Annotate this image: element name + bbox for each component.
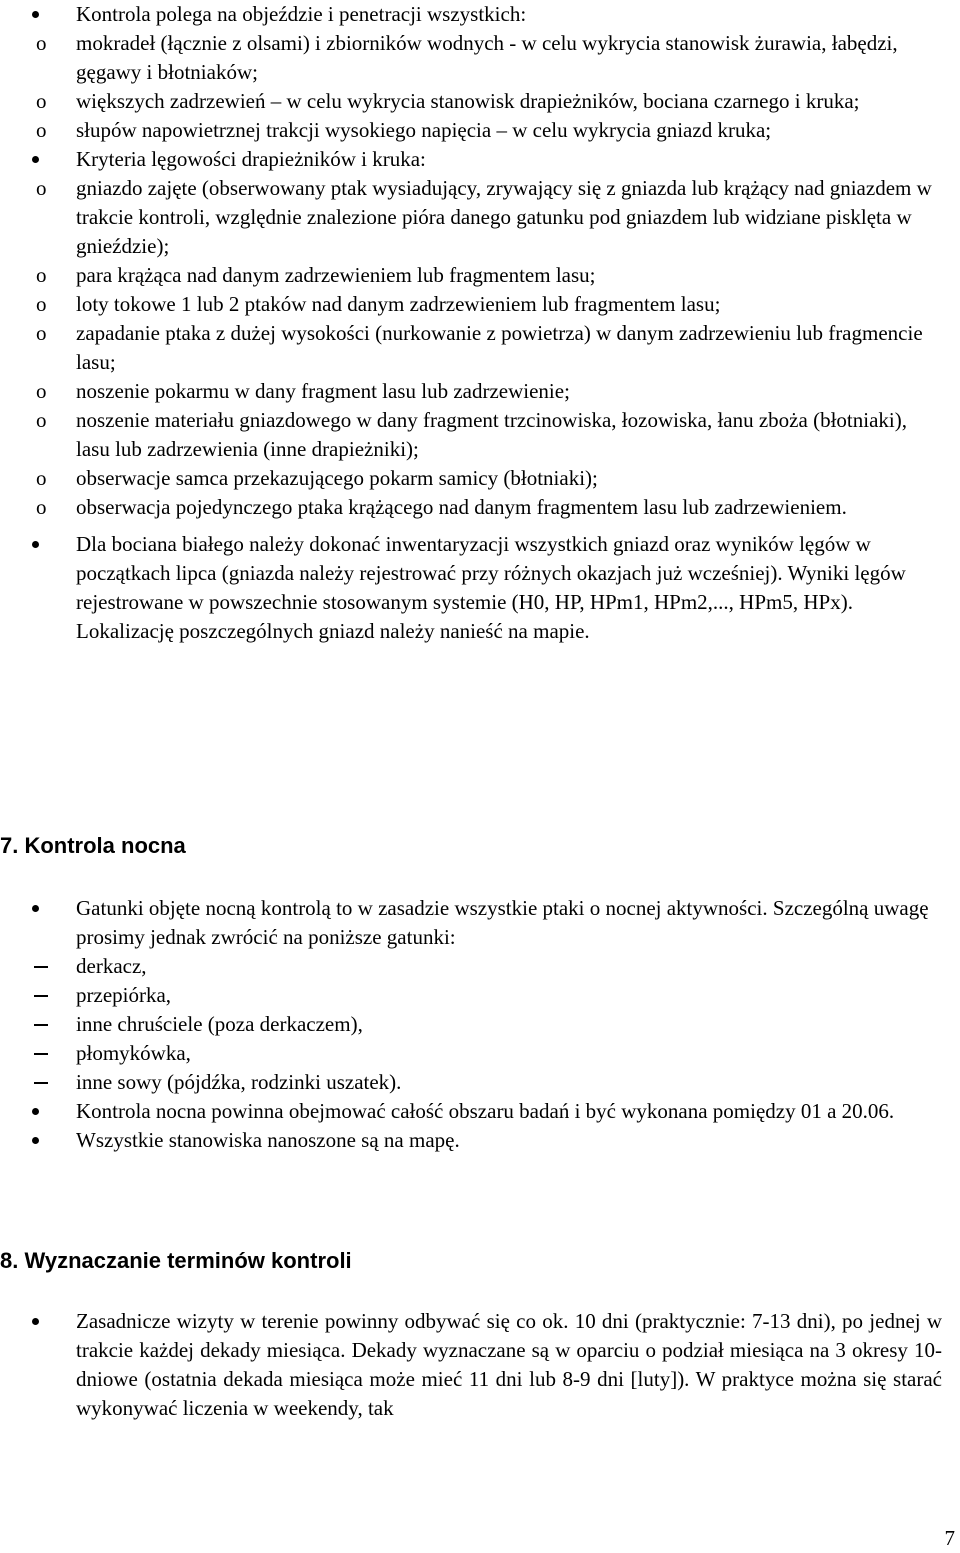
list-item bbox=[0, 894, 960, 1097]
species-item-text: przepiórka, bbox=[76, 983, 172, 1007]
sublist-item-text: noszenie materiału gniazdowego w dany fragment trzcinowiska, łozowiska, łanu zboża (błotniaki), lasu lub zadrzewienia (inne drapieżniki); bbox=[76, 408, 907, 461]
bullet-icon bbox=[32, 1137, 39, 1144]
sublist-item bbox=[0, 319, 942, 377]
sublist-item-text: większych zadrzewień – w celu wykrycia stanowisk drapieżników, bociana czarnego i kruka; bbox=[76, 89, 860, 113]
bullet-icon bbox=[32, 905, 39, 912]
sublist-item bbox=[0, 174, 942, 261]
sublist-item bbox=[0, 29, 942, 87]
list-item-text: Kryteria lęgowości drapieżników i kruka: bbox=[76, 147, 426, 171]
list-item-text: Kontrola nocna powinna obejmować całość obszaru badań i być wykonana pomiędzy 01 a 20.06. bbox=[76, 1099, 895, 1123]
list-item-text: Wszystkie stanowiska nanoszone są na mapę. bbox=[76, 1128, 460, 1152]
species-item bbox=[0, 952, 942, 981]
dash-icon bbox=[34, 995, 48, 997]
list-item-text: Kontrola polega na objeździe i penetracji wszystkich: bbox=[76, 2, 527, 26]
list-item-text: Dla bociana białego należy dokonać inwentaryzacji wszystkich gniazd oraz wyników lęgów w początkach lipca (gniazda należy rejestrować przy różnych okazjach już wcześniej). Wyniki lęgów rejestrowane w powszechnie stosowanym systemie (H0, HP, HPm1, HPm2,..., HPm5, HPx). Lokalizację poszczególnych gniazd należy nanieść na mapie. bbox=[76, 532, 906, 643]
circle-bullet-icon: o bbox=[36, 408, 47, 432]
circle-bullet-icon: o bbox=[36, 118, 47, 142]
dash-icon bbox=[34, 966, 48, 968]
list-item bbox=[0, 1307, 960, 1423]
sublist-item bbox=[0, 464, 942, 493]
species-list bbox=[0, 952, 942, 1097]
species-item bbox=[0, 981, 942, 1010]
species-item-text: inne chruściele (poza derkaczem), bbox=[76, 1012, 363, 1036]
circle-bullet-icon: o bbox=[36, 321, 47, 345]
list-item bbox=[0, 530, 960, 646]
sublist-item bbox=[0, 377, 942, 406]
species-item-text: płomykówka, bbox=[76, 1041, 191, 1065]
list-item-text: Gatunki objęte nocną kontrolą to w zasadzie wszystkie ptaki o nocnej aktywności. Szczególną uwagę prosimy jednak zwrócić na poniższe gatunki: bbox=[76, 896, 929, 949]
section-heading-night-control: 7. Kontrola nocna bbox=[0, 833, 186, 858]
sublist-item bbox=[0, 493, 942, 522]
dash-icon bbox=[34, 1053, 48, 1055]
sublist-item-text: zapadanie ptaka z dużej wysokości (nurkowanie z powietrza) w danym zadrzewieniu lub fragmencie lasu; bbox=[76, 321, 923, 374]
species-item bbox=[0, 1068, 942, 1097]
bullet-icon bbox=[32, 1108, 39, 1115]
circle-bullet-icon: o bbox=[36, 89, 47, 113]
bullet-icon bbox=[32, 156, 39, 163]
sublist-item-text: obserwacja pojedynczego ptaka krążącego nad danym fragmentem lasu lub zadrzewieniem. bbox=[76, 495, 847, 519]
control-dates-block bbox=[0, 1307, 960, 1423]
control-dates-list bbox=[0, 1307, 960, 1423]
sublist-item bbox=[0, 116, 942, 145]
circle-bullet-icon: o bbox=[36, 292, 47, 316]
main-bullet-list bbox=[0, 0, 960, 646]
circle-bullet-icon: o bbox=[36, 263, 47, 287]
sublist-item-text: para krążąca nad danym zadrzewieniem lub fragmentem lasu; bbox=[76, 263, 596, 287]
bullet-icon bbox=[32, 11, 39, 18]
circle-bullet-icon: o bbox=[36, 31, 47, 55]
list-item bbox=[0, 1097, 960, 1126]
bullet-icon bbox=[32, 541, 39, 548]
dash-icon bbox=[34, 1082, 48, 1084]
sublist-item-text: noszenie pokarmu w dany fragment lasu lub zadrzewienie; bbox=[76, 379, 570, 403]
sublist-item bbox=[0, 87, 942, 116]
sublist bbox=[0, 174, 942, 522]
sublist-item bbox=[0, 261, 942, 290]
sublist-item-text: mokradeł (łącznie z olsami) i zbiorników wodnych - w celu wykrycia stanowisk żurawia, łabędzi, gęgawy i błotniaków; bbox=[76, 31, 898, 84]
list-item bbox=[0, 0, 960, 145]
species-item bbox=[0, 1010, 942, 1039]
sublist-item-text: gniazdo zajęte (obserwowany ptak wysiadujący, zrywający się z gniazda lub krążący nad gniazdem w trakcie kontroli, względnie znalezione pióra danego gatunku pod gniazdem lub widziane pisklęta w gnieździe); bbox=[76, 176, 932, 258]
list-item bbox=[0, 1126, 960, 1155]
species-item bbox=[0, 1039, 942, 1068]
sublist bbox=[0, 29, 942, 145]
sublist-item-text: loty tokowe 1 lub 2 ptaków nad danym zadrzewieniem lub fragmentem lasu; bbox=[76, 292, 721, 316]
sublist-item bbox=[0, 290, 942, 319]
sublist-item-text: słupów napowietrznej trakcji wysokiego napięcia – w celu wykrycia gniazd kruka; bbox=[76, 118, 772, 142]
list-item-text: Zasadnicze wizyty w terenie powinny odbywać się co ok. 10 dni (praktycznie: 7-13 dni), po jednej w trakcie każdej dekady miesiąca. Dekady wyznaczane są w oparciu o podział miesiąca na 3 okresy 10-dniowe (ostatnia dekada miesiąca może mieć 11 dni lub 8-9 dni [luty]). W praktyce można się starać wykonywać liczenia w weekendy, tak bbox=[76, 1309, 942, 1420]
circle-bullet-icon: o bbox=[36, 176, 47, 200]
species-item-text: inne sowy (pójdźka, rodzinki uszatek). bbox=[76, 1070, 402, 1094]
circle-bullet-icon: o bbox=[36, 466, 47, 490]
section-heading-control-dates: 8. Wyznaczanie terminów kontroli bbox=[0, 1248, 352, 1273]
circle-bullet-icon: o bbox=[36, 495, 47, 519]
night-control-block bbox=[0, 894, 960, 1155]
dash-icon bbox=[34, 1024, 48, 1026]
sublist-item bbox=[0, 406, 942, 464]
species-item-text: derkacz, bbox=[76, 954, 147, 978]
sublist-item-text: obserwacje samca przekazującego pokarm samicy (błotniaki); bbox=[76, 466, 598, 490]
bullet-icon bbox=[32, 1318, 39, 1325]
circle-bullet-icon: o bbox=[36, 379, 47, 403]
list-item bbox=[0, 145, 960, 522]
page-number: 7 bbox=[944, 1526, 955, 1550]
night-control-list bbox=[0, 894, 960, 1155]
inventory-block bbox=[0, 0, 960, 646]
